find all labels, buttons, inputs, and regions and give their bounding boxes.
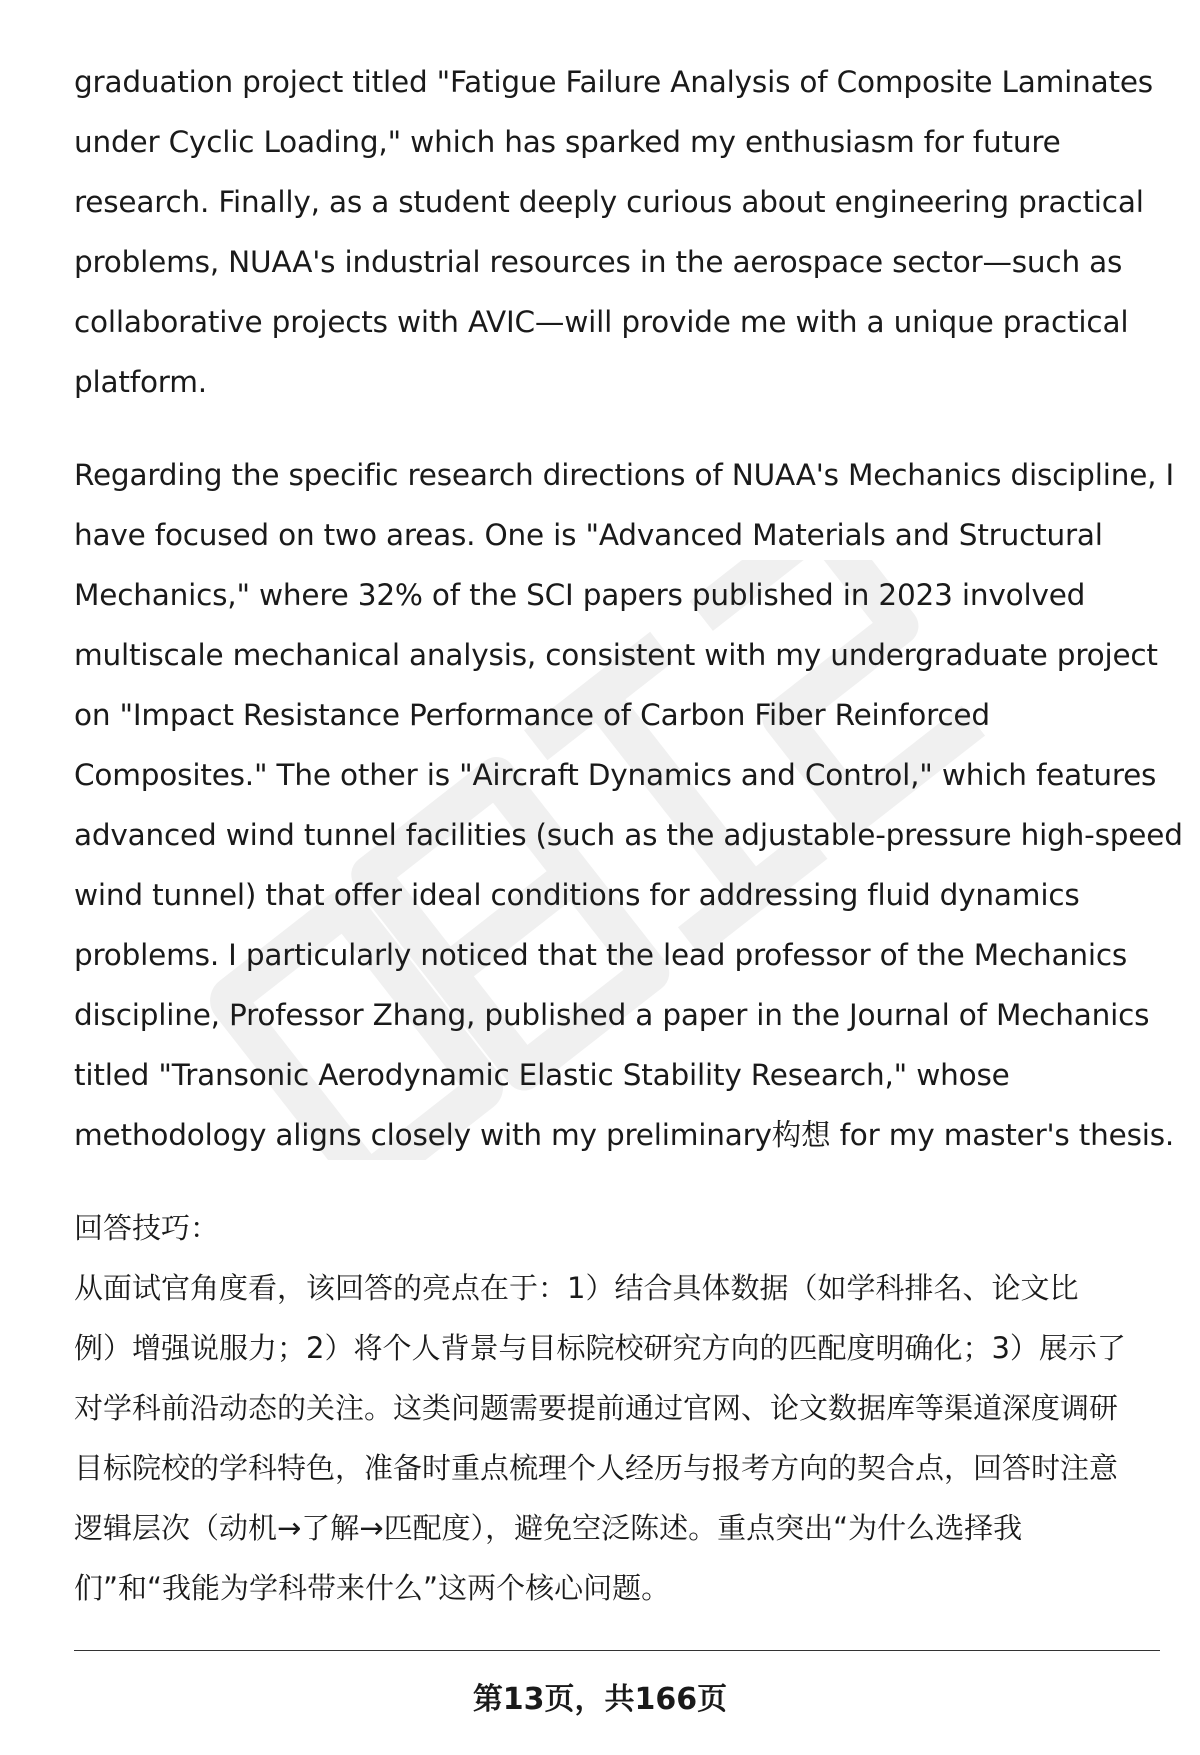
text-line: graduation project titled "Fatigue Failure Analysis of Composite Laminates bbox=[74, 65, 1153, 99]
page-content bbox=[74, 52, 1183, 1618]
text-line: titled "Transonic Aerodynamic Elastic Stability Research," whose bbox=[74, 1058, 1010, 1092]
paragraph-2 bbox=[74, 445, 1183, 1165]
text-line: on "Impact Resistance Performance of Carbon Fiber Reinforced bbox=[74, 698, 990, 732]
text-line: problems. I particularly noticed that the lead professor of the Mechanics bbox=[74, 938, 1128, 972]
footer-divider bbox=[74, 1650, 1160, 1651]
tips-body bbox=[74, 1258, 1160, 1618]
text-line: 目标院校的学科特色，准备时重点梳理个人经历与报考方向的契合点，回答时注意 bbox=[74, 1451, 1119, 1485]
text-line: methodology aligns closely with my preliminary构想 for my master's thesis. bbox=[74, 1118, 1175, 1152]
paragraph-1 bbox=[74, 52, 1160, 412]
text-line: discipline, Professor Zhang, published a paper in the Journal of Mechanics bbox=[74, 998, 1150, 1032]
text-line: advanced wind tunnel facilities (such as the adjustable-pressure high-speed bbox=[74, 818, 1183, 852]
text-line: 对学科前沿动态的关注。这类问题需要提前通过官网、论文数据库等渠道深度调研 bbox=[74, 1391, 1119, 1425]
text-line: Regarding the specific research directions of NUAA's Mechanics discipline, I bbox=[74, 458, 1174, 492]
text-line: have focused on two areas. One is "Advanced Materials and Structural bbox=[74, 518, 1103, 552]
text-line: wind tunnel) that offer ideal conditions for addressing fluid dynamics bbox=[74, 878, 1080, 912]
text-line: 例）增强说服力；2）将个人背景与目标院校研究方向的匹配度明确化；3）展示了 bbox=[74, 1331, 1126, 1365]
text-line: Composites." The other is "Aircraft Dynamics and Control," which features bbox=[74, 758, 1157, 792]
text-line: 逻辑层次（动机→了解→匹配度），避免空泛陈述。重点突出“为什么选择我 bbox=[74, 1511, 1023, 1545]
text-line: multiscale mechanical analysis, consistent with my undergraduate project bbox=[74, 638, 1158, 672]
text-line: Mechanics," where 32% of the SCI papers published in 2023 involved bbox=[74, 578, 1086, 612]
text-line: under Cyclic Loading," which has sparked my enthusiasm for future bbox=[74, 125, 1061, 159]
text-line: problems, NUAA's industrial resources in the aerospace sector—such as bbox=[74, 245, 1123, 279]
text-line: platform. bbox=[74, 365, 207, 399]
text-line: research. Finally, as a student deeply curious about engineering practical bbox=[74, 185, 1144, 219]
page-number: 第13页，共166页 bbox=[472, 1682, 728, 1717]
text-line: 从面试官角度看，该回答的亮点在于：1）结合具体数据（如学科排名、论文比 bbox=[74, 1271, 1079, 1305]
text-line: collaborative projects with AVIC—will provide me with a unique practical bbox=[74, 305, 1129, 339]
tips-heading: 回答技巧： bbox=[74, 1211, 220, 1245]
text-line: 们”和“我能为学科带来什么”这两个核心问题。 bbox=[74, 1571, 671, 1605]
